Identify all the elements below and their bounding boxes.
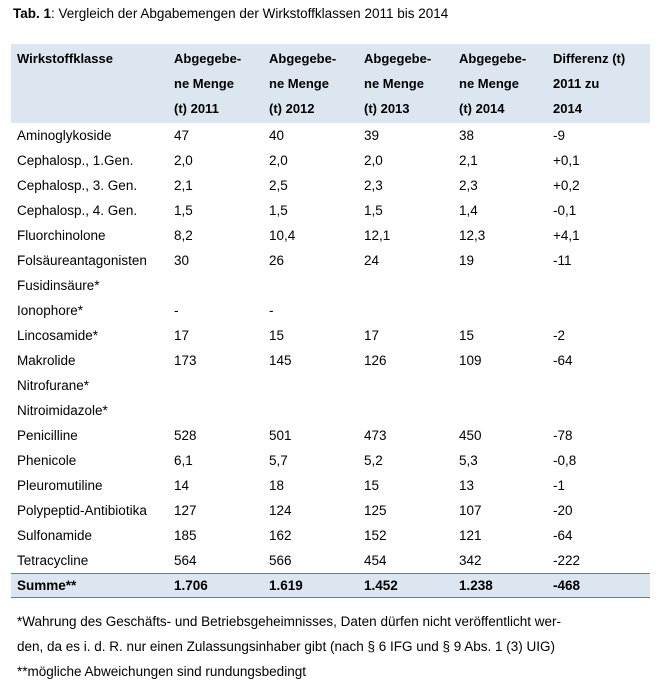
value-cell: 566 <box>269 553 292 568</box>
value-cell: 14 <box>174 478 190 493</box>
value-cell <box>263 373 358 398</box>
value-cell: -1 <box>553 478 566 493</box>
value-cell: 10,4 <box>269 228 296 243</box>
table-row <box>11 498 650 523</box>
value-cell: 501 <box>269 428 292 443</box>
column-header-5 <box>547 44 650 123</box>
header-row <box>11 44 650 123</box>
value-cell <box>453 298 547 323</box>
substance-class-cell: Nitrofurane* <box>17 378 90 393</box>
substance-class-cell: Aminoglykoside <box>17 128 112 143</box>
value-cell: +0,2 <box>553 178 580 193</box>
value-cell: 24 <box>364 253 380 268</box>
table-row <box>11 448 650 473</box>
value-cell <box>358 398 453 423</box>
table-row <box>11 423 650 448</box>
value-cell: 109 <box>459 353 482 368</box>
column-header-1 <box>168 44 263 123</box>
substance-class-cell: Penicilline <box>17 428 78 443</box>
footnote-line-3: **mögliche Abweichungen sind rundungsbedingt <box>17 664 306 679</box>
table-row <box>11 398 650 423</box>
value-cell <box>358 373 453 398</box>
value-cell <box>453 398 547 423</box>
value-cell <box>358 273 453 298</box>
footnote-line-1: *Wahrung des Geschäfts- und Betriebsgeheimnisses, Daten dürfen nicht veröffentlicht wer- <box>17 614 562 629</box>
table-row <box>11 223 650 248</box>
column-header-line: Abgegebe- <box>364 51 432 66</box>
column-header-line: (t) 2011 <box>174 101 219 116</box>
table-row <box>11 248 650 273</box>
table-row <box>11 473 650 498</box>
value-cell: 15 <box>459 328 475 343</box>
column-header-line: Wirkstoffklasse <box>17 51 113 66</box>
value-cell: 173 <box>174 353 197 368</box>
value-cell: 126 <box>364 353 387 368</box>
value-cell <box>263 398 358 423</box>
table-header <box>11 44 650 123</box>
value-cell: 2,0 <box>364 153 383 168</box>
value-cell <box>453 373 547 398</box>
column-header-line: ne Menge <box>364 76 424 91</box>
value-cell: 152 <box>364 528 387 543</box>
table-row <box>11 523 650 548</box>
value-cell: 40 <box>269 128 285 143</box>
column-header-line: 2014 <box>553 101 582 116</box>
value-cell <box>453 273 547 298</box>
value-cell: 17 <box>174 328 190 343</box>
value-cell: -78 <box>553 428 573 443</box>
table-row <box>11 198 650 223</box>
caption-text: : Vergleich der Abgabemengen der Wirkstoffklassen 2011 bis 2014 <box>51 6 449 21</box>
column-header-line: (t) 2014 <box>459 101 505 116</box>
value-cell: 127 <box>174 503 197 518</box>
value-cell: 121 <box>459 528 482 543</box>
value-cell: 5,2 <box>364 453 383 468</box>
substance-class-cell: Fluorchinolone <box>17 228 106 243</box>
value-cell: 26 <box>269 253 285 268</box>
value-cell: 18 <box>269 478 285 493</box>
value-cell: 162 <box>269 528 292 543</box>
value-cell: 124 <box>269 503 292 518</box>
value-cell: 15 <box>364 478 380 493</box>
column-header-line: Abgegebe- <box>174 51 242 66</box>
value-cell: -64 <box>553 353 573 368</box>
table-caption <box>13 6 448 21</box>
substance-class-cell: Lincosamide* <box>17 328 99 343</box>
column-header-line: ne Menge <box>459 76 519 91</box>
substance-class-cell: Nitroimidazole* <box>17 403 108 418</box>
value-cell: -11 <box>553 253 572 268</box>
value-cell <box>547 373 650 398</box>
column-header-line: (t) 2012 <box>269 101 315 116</box>
table-row <box>11 298 650 323</box>
value-cell: +4,1 <box>553 228 580 243</box>
column-header-line: Differenz (t) <box>553 51 626 66</box>
value-cell: 6,1 <box>174 453 193 468</box>
value-cell <box>168 373 263 398</box>
substance-class-table <box>11 44 650 598</box>
value-cell: - <box>269 303 274 318</box>
caption-label: Tab. 1 <box>13 6 52 21</box>
value-cell: 473 <box>364 428 387 443</box>
value-cell: 145 <box>269 353 292 368</box>
value-cell: 1,4 <box>459 203 478 218</box>
sum-row <box>11 574 650 598</box>
value-cell: 2,3 <box>364 178 383 193</box>
table-row <box>11 148 650 173</box>
value-cell <box>547 398 650 423</box>
value-cell: -0,8 <box>553 453 577 468</box>
value-cell: 1.619 <box>263 574 358 598</box>
table-body <box>11 123 650 598</box>
substance-class-cell: Tetracycline <box>17 553 89 568</box>
value-cell: 1.706 <box>168 574 263 598</box>
value-cell: 2,3 <box>459 178 478 193</box>
table-row <box>11 373 650 398</box>
column-header-line: Abgegebe- <box>269 51 337 66</box>
table-row <box>11 123 650 148</box>
column-header-2 <box>263 44 358 123</box>
value-cell: 2,0 <box>174 153 193 168</box>
value-cell: -0,1 <box>553 203 577 218</box>
value-cell: 19 <box>459 253 475 268</box>
value-cell: 13 <box>459 478 475 493</box>
value-cell: 2,0 <box>269 153 288 168</box>
value-cell: 528 <box>174 428 197 443</box>
value-cell: -20 <box>553 503 573 518</box>
value-cell: - <box>174 303 179 318</box>
table-row <box>11 323 650 348</box>
substance-class-cell: Cephalosp., 1.Gen. <box>17 153 134 168</box>
table-row <box>11 348 650 373</box>
value-cell: 1.452 <box>358 574 453 598</box>
column-header-line: 2011 zu <box>553 76 600 91</box>
column-header-3 <box>358 44 453 123</box>
table-row <box>11 548 650 574</box>
substance-class-cell: Fusidinsäure* <box>17 278 100 293</box>
value-cell: 450 <box>459 428 482 443</box>
column-header-line: (t) 2013 <box>364 101 410 116</box>
value-cell: 454 <box>364 553 387 568</box>
substance-class-cell: Phenicole <box>17 453 77 468</box>
value-cell: 8,2 <box>174 228 193 243</box>
value-cell: -222 <box>553 553 581 568</box>
value-cell: 38 <box>459 128 475 143</box>
value-cell: 5,3 <box>459 453 478 468</box>
column-header-line: ne Menge <box>269 76 329 91</box>
value-cell: -468 <box>547 574 650 598</box>
value-cell: 17 <box>364 328 380 343</box>
value-cell: 2,1 <box>459 153 478 168</box>
value-cell: 30 <box>174 253 190 268</box>
substance-class-cell: Cephalosp., 3. Gen. <box>17 178 138 193</box>
value-cell: 15 <box>269 328 285 343</box>
value-cell: 1,5 <box>364 203 383 218</box>
value-cell <box>168 273 263 298</box>
value-cell <box>358 298 453 323</box>
value-cell: 1.238 <box>453 574 547 598</box>
value-cell: 564 <box>174 553 197 568</box>
column-header-4 <box>453 44 547 123</box>
value-cell: 2,5 <box>269 178 288 193</box>
substance-class-cell: Summe** <box>11 574 168 598</box>
column-header-0 <box>11 44 168 123</box>
value-cell: 47 <box>174 128 190 143</box>
table-row <box>11 173 650 198</box>
table-row <box>11 273 650 298</box>
column-header-line: ne Menge <box>174 76 234 91</box>
value-cell: 2,1 <box>174 178 193 193</box>
substance-class-cell: Folsäureantagonisten <box>17 253 147 268</box>
value-cell: -9 <box>553 128 566 143</box>
value-cell: 12,1 <box>364 228 391 243</box>
value-cell: 5,7 <box>269 453 288 468</box>
value-cell <box>547 298 650 323</box>
substance-class-cell: Cephalosp., 4. Gen. <box>17 203 138 218</box>
substance-class-cell: Pleuromutiline <box>17 478 103 493</box>
value-cell: 185 <box>174 528 197 543</box>
value-cell: -2 <box>553 328 566 343</box>
value-cell: 39 <box>364 128 380 143</box>
column-header-line: Abgegebe- <box>459 51 527 66</box>
value-cell: 125 <box>364 503 387 518</box>
footnote-line-2: den, da es i. d. R. nur einen Zulassungsinhaber gibt (nach § 6 IFG und § 9 Abs. 1 (3) UIG) <box>17 639 556 654</box>
value-cell: 342 <box>459 553 482 568</box>
value-cell: 12,3 <box>459 228 486 243</box>
value-cell: -64 <box>553 528 573 543</box>
value-cell: 1,5 <box>269 203 288 218</box>
substance-class-cell: Ionophore* <box>17 303 84 318</box>
value-cell: 107 <box>459 503 482 518</box>
substance-class-cell: Sulfonamide <box>17 528 93 543</box>
value-cell <box>263 273 358 298</box>
value-cell: 1,5 <box>174 203 193 218</box>
value-cell <box>547 273 650 298</box>
substance-class-cell: Makrolide <box>17 353 76 368</box>
value-cell <box>168 398 263 423</box>
substance-class-cell: Polypeptid-Antibiotika <box>17 503 147 518</box>
value-cell: +0,1 <box>553 153 580 168</box>
footnotes <box>17 609 652 684</box>
